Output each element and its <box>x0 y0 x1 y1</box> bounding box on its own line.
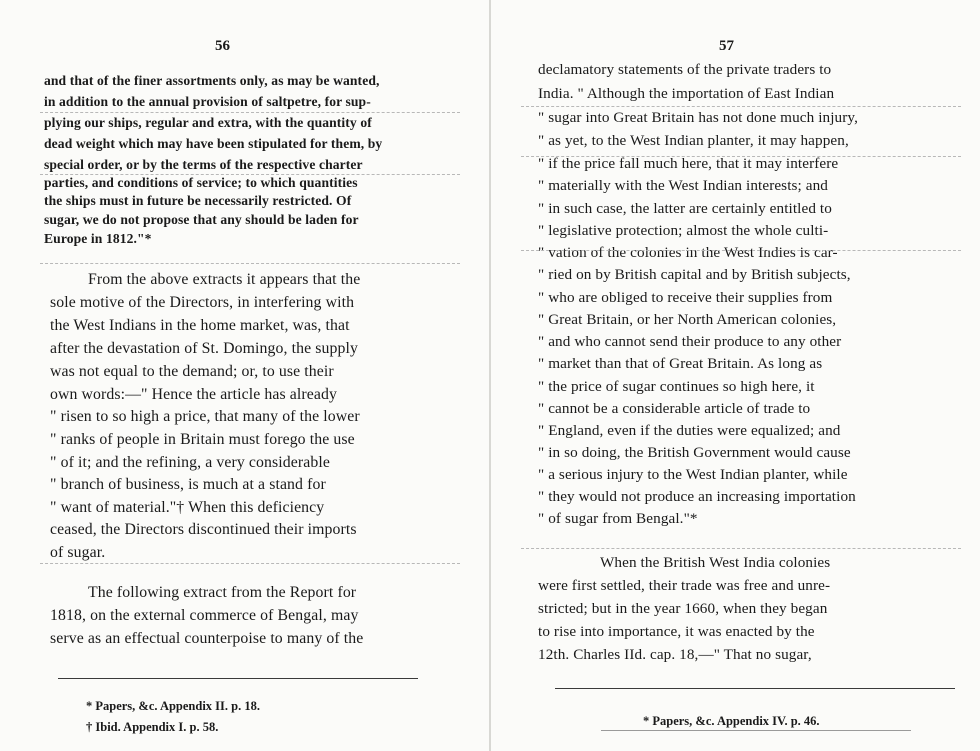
text-line: " legislative protection; almost the whole culti- <box>538 222 829 239</box>
scan-line <box>40 563 460 564</box>
text-line: to rise into importance, it was enacted by the <box>538 623 815 640</box>
text-line: " who are obliged to receive their supplies from <box>538 289 833 306</box>
right-page <box>491 0 980 751</box>
text-line: and that of the finer assortments only, as may be wanted, <box>44 73 380 88</box>
text-line: " in so doing, the British Government would cause <box>538 444 851 461</box>
text-line: parties, and conditions of service; to which quantities <box>44 175 358 190</box>
text-line: Europe in 1812."* <box>44 231 152 246</box>
text-line: " they would not produce an increasing importation <box>538 488 856 505</box>
text-line: plying our ships, regular and extra, with the quantity of <box>44 115 372 130</box>
footnote: * Papers, &c. Appendix II. p. 18. <box>86 699 260 713</box>
text-line: The following extract from the Report for <box>88 584 357 601</box>
footnote: * Papers, &c. Appendix IV. p. 46. <box>643 714 820 728</box>
text-line: " England, even if the duties were equalized; and <box>538 422 841 439</box>
text-line: " want of material."† When this deficiency <box>50 499 325 516</box>
text-line: When the British West India colonies <box>600 554 831 571</box>
text-line: " sugar into Great Britain has not done much injury, <box>538 109 859 126</box>
text-line: the West Indians in the home market, was, that <box>50 317 350 334</box>
text-line: " branch of business, is much at a stand for <box>50 476 326 493</box>
text-line: dead weight which may have been stipulated for them, by <box>44 136 383 151</box>
page-number: 56 <box>215 38 230 54</box>
text-line: sole motive of the Directors, in interfering with <box>50 294 355 311</box>
scan-line <box>521 106 961 107</box>
scan-line <box>521 156 961 157</box>
text-line: India. " Although the importation of East Indian <box>538 85 835 102</box>
text-line: " Great Britain, or her North American colonies, <box>538 311 837 328</box>
text-line: From the above extracts it appears that the <box>88 271 361 288</box>
text-line: sugar, we do not propose that any should be laden for <box>44 212 359 227</box>
text-line: " ried on by British capital and by British subjects, <box>538 266 851 283</box>
text-line: " a serious injury to the West Indian planter, while <box>538 466 848 483</box>
text-line: were first settled, their trade was free and unre- <box>538 577 831 594</box>
text-line: " market than that of Great Britain. As long as <box>538 355 823 372</box>
text-line: " of it; and the refining, a very considerable <box>50 454 330 471</box>
footnote-rule <box>58 678 418 679</box>
text-line: stricted; but in the year 1660, when they began <box>538 600 828 617</box>
footnote-rule <box>555 688 955 689</box>
scan-line <box>40 112 460 113</box>
text-line: own words:—" Hence the article has already <box>50 386 337 403</box>
text-line: " in such case, the latter are certainly entitled to <box>538 200 832 217</box>
text-line: " cannot be a considerable article of trade to <box>538 400 811 417</box>
text-line: " ranks of people in Britain must forego the use <box>50 431 355 448</box>
text-line: " and who cannot send their produce to any other <box>538 333 842 350</box>
text-line: " the price of sugar continues so high here, it <box>538 378 815 395</box>
text-line: after the devastation of St. Domingo, the supply <box>50 340 358 357</box>
text-line: was not equal to the demand; or, to use their <box>50 363 334 380</box>
page-number: 57 <box>719 38 734 54</box>
scan-line <box>40 174 460 175</box>
scan-line <box>521 250 961 251</box>
left-page <box>0 0 489 751</box>
text-line: " risen to so high a price, that many of the lower <box>50 408 360 425</box>
text-line: declamatory statements of the private traders to <box>538 61 832 78</box>
bottom-rule <box>601 730 911 731</box>
footnote: † Ibid. Appendix I. p. 58. <box>86 720 219 734</box>
text-line: " of sugar from Bengal."* <box>538 510 698 527</box>
text-line: 12th. Charles IId. cap. 18,—" That no sugar, <box>538 646 812 663</box>
text-line: in addition to the annual provision of saltpetre, for sup- <box>44 94 371 109</box>
text-line: serve as an effectual counterpoise to many of the <box>50 630 364 647</box>
text-line: " as yet, to the West Indian planter, it may happen, <box>538 132 849 149</box>
scan-line <box>40 263 460 264</box>
text-line: 1818, on the external commerce of Bengal, may <box>50 607 359 624</box>
text-line: " if the price fall much here, that it may interfere <box>538 155 839 172</box>
text-line: ceased, the Directors discontinued their imports <box>50 521 357 538</box>
scan-line <box>521 548 961 549</box>
text-line: the ships must in future be necessarily restricted. Of <box>44 193 352 208</box>
text-line: special order, or by the terms of the respective charter <box>44 157 363 172</box>
text-line: of sugar. <box>50 544 106 561</box>
text-line: " vation of the colonies in the West Indies is car- <box>538 244 838 261</box>
text-line: " materially with the West Indian interests; and <box>538 177 828 194</box>
